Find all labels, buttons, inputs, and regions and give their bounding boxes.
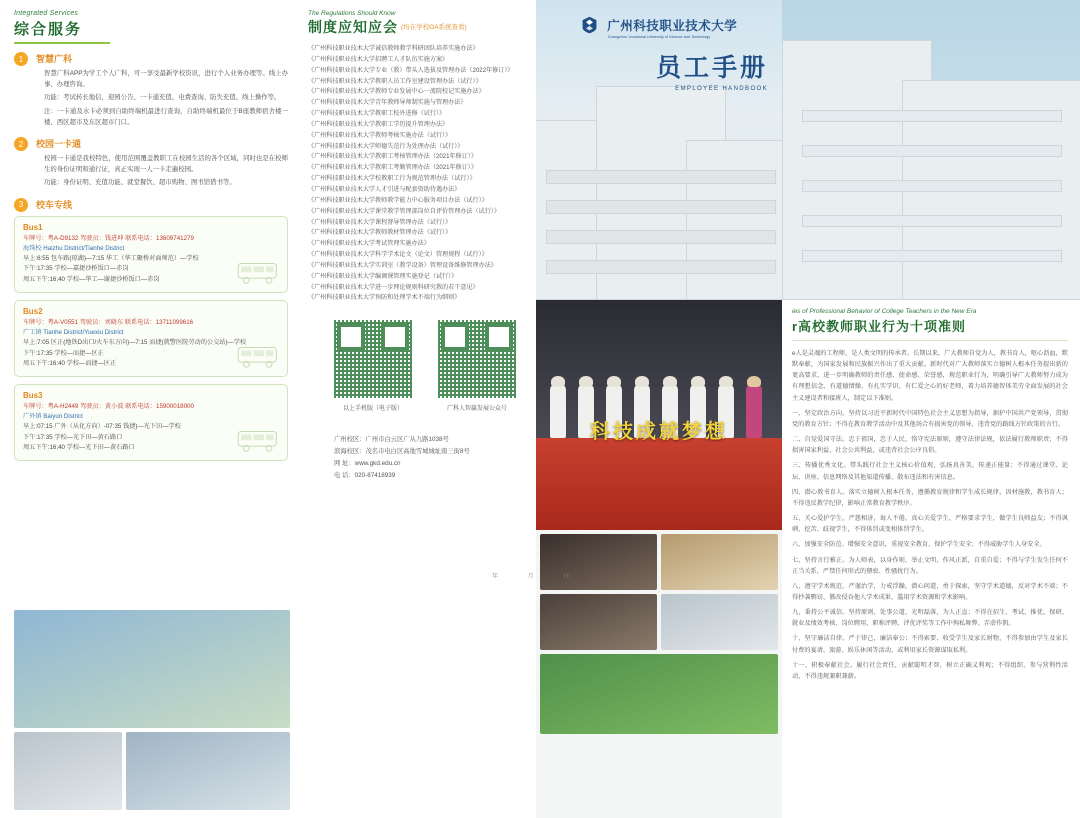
list-item: 《广州科技职业技术大学青年教师导师制实施与管理办法》 [308,99,467,107]
cover-title-en: EMPLOYEE HANDBOOK [675,86,768,92]
qr-caption: 广科人智赢发展公众号 [446,406,507,413]
campus-photo-lake [14,610,290,728]
cover-title-cn: 员工手册 [655,54,768,82]
code-paragraph: 七、坚持言行雅正。为人师表，以身作则，举止文明，作风正派，自重自爱；不得与学生发生任何不正当关系，严禁任何形式的猥亵、性骚扰行为。 [792,556,1068,575]
qr-caption: 以上手机版（电子版） [342,406,403,413]
university-name-cn: 广州科技职业技术大学 [607,19,738,33]
bus-icon [236,344,280,370]
code-paragraph: e人是灵魂的工程师，是人类文明的传承者。长期以来，广大教师自觉为人，教书育人，呕心沥血，默默奉献，为国家发展和民族振兴作出了重大贡献。新时代对广大教师落实立德树人根本任务提出新的更高要求，进一步明确教师的责任感、使命感、荣誉感，规范职业行为，明确引导广大教师努力成为有理想信念、有道德情操、有扎实学识、有仁爱之心的好老师，着力培养德智体美劳全面发展的社会主义建设者和接班人，制定以下准则。 [792,350,1068,402]
service-number: 3 [14,198,28,212]
list-item: 《广州科技职业技术大学预防和处理学术不端行为细则》 [308,294,461,302]
bus-schedule-line: 周五下午:16:40 学校—光下田—黄石路口 [23,443,135,451]
section-title-cn: 综合服务 [14,21,83,38]
photo-atrium [661,594,778,650]
university-emblem-icon [581,16,598,34]
bus-schedule-line: 下午:17:35 学校—而捷—区正 [23,349,104,357]
code-title-rule [792,340,1068,341]
date-placeholder: 年 月 日 [492,574,584,580]
list-item: 《广州科技职业技术大学招聘工人才队伍实施方案》 [308,55,449,63]
service-paragraph: 注：一卡通及水卡必须到自助终端机最进行查询，自助终端机最位于B座教师宿舍楼一楼、西区超市及东区超市门口。 [44,107,288,126]
list-item: 《广州科技职业技术大学进一步理论规则科研究教的若干意见》 [308,283,479,291]
list-item: 《广州科技职业技术大学教职人员工作室建设管理办法（试行）》 [308,77,482,85]
bus-title: Bus2 [23,306,43,316]
code-paragraph: 三、传播优秀文化。带头践行社会主义核心价值观，弘扬真善美，传递正能量；不得通过课堂、论坛、讲座、信息网络及其他渠道传播、散布违法和有害信息。 [792,462,1068,481]
bus-driver-info: 车牌号：粤A-D9132 驾驶员：钱进坤 联系电话：13609741279 [23,234,194,242]
university-logo-row [536,16,782,39]
regulations-title-en: The Regulations Should Know [308,10,396,17]
regulations-title-note: (均在学校OA系统查看) [401,24,467,31]
university-name-en: Guangzhou Vocational University of Science and Technology [607,35,711,40]
bus-schedule-line: 周五下午:16:40 学校—华工—谢捷沙桥饭口—赤岗 [23,275,160,283]
bus-title: Bus3 [23,390,43,400]
website-line[interactable]: 网 址：www.gkd.edu.cn [334,460,401,468]
service-number: 1 [14,52,28,66]
bus-icon [236,428,280,454]
service-item [14,198,288,211]
photo-lecture-hall [540,594,657,650]
stage-banner-text: 科技成就梦想 [590,421,728,443]
list-item: 《广州科技职业技术大学教职工校外进修（试行）》 [308,110,446,118]
bus-schedule-line: 周五下午:16:40 学校—而捷—区正 [23,359,117,367]
code-paragraph: 六、加强安全防范。增强安全意识，重视安全教育，保护学生安全；不得威胁学生人身安全。 [792,541,1046,549]
photo-auditorium [540,534,657,590]
service-item [14,52,288,128]
list-item: 《广州科技职业技术大学考试管理实施办法》 [308,240,430,248]
hero-building-photo [782,0,1080,300]
qr-item [438,320,516,412]
code-paragraph: 八、遵守学术规范。严谨治学，力戒浮躁，潜心问道，勇于探索，坚守学术道德，反对学术不端；不得抄袭剽窃、篡改侵吞他人学术成果，滥用学术资源和学术影响。 [792,582,1068,601]
bus-schedule-line: 早上:7:05 区正(地铁D出口/火车东方向)—7:15 而捷(就警医院劳动的公交站)—学校 [23,339,247,347]
photo-stadium [540,654,778,734]
section-title-en: Integrated Services [14,10,79,17]
list-item: 《广州科技职业技术大学师德失范行为处理办法（试行）》 [308,142,464,150]
list-item: 《广州科技职业技术大学校教职工行为规范管理办法（试行）》 [308,175,476,183]
cover-hero-photo [536,0,782,300]
code-title-cn: r高校教师职业行为十项准则 [792,319,967,334]
service-body [36,153,288,189]
list-item: 《广州科技职业技术大学科学学术论文（论文）管理规程（试行）》 [308,251,488,259]
service-number: 2 [14,137,28,151]
list-item: 《广州科技职业技术大学教职工考核管理办法（2021年修订）》 [308,153,477,161]
bus-schedule-line: 下午:17:35 学校—光下田—黄石路口 [23,433,123,441]
bus-card [14,384,288,461]
code-paragraph: 五、关心爱护学生。严慈相济，诲人不倦，真心关爱学生，严格要求学生，做学生良师益友；不得讽刺、挖苦、歧视学生，不得体罚或变相体罚学生。 [792,515,1068,534]
bus-route-area: 广外镇 Baiyun District [23,413,83,421]
address-line: 广州校区：广州市白云区广从九路1038号 [334,436,449,444]
regulations-title-cn: 制度应知应会 [308,19,398,35]
cover-performance-photo [536,300,782,530]
bus-route-area: 海珠校 Haizhu District/Tianhe District [23,244,125,252]
photo-library [661,534,778,590]
list-item: 《广州科技职业技术大学教师教材管理办法（试行）》 [308,229,452,237]
service-paragraph: 功能：身份证明、充值功能、就堂餐饮、超市购物、图书馆借书等。 [44,179,236,187]
qr-code-handbook[interactable] [334,320,412,398]
regulations-list [308,44,526,304]
column-integrated-services [0,0,300,818]
phone-line: 电 话：020-87418939 [334,472,396,480]
code-paragraph: 二、自觉爱国守法。忠于祖国，忠于人民，恪守宪法原则，遵守法律法规，依法履行教师职责；不得损害国家利益、社会公共利益，或违背社会公序良俗。 [792,436,1068,455]
campus-photo-row [14,732,290,810]
code-title-en: ies of Professional Behavior of College Teachers in the New Era [792,308,977,315]
service-paragraph: 智慧广科APP为学工个人广科，可一享受最新学校资讯，进行个人业务办理等。线上办事、办理咨询。 [44,70,288,89]
list-item: 《广州科技职业技术大学编调课管理实施登记（试行）》 [308,272,458,280]
bus-card [14,300,288,377]
code-paragraph: 十、坚守廉洁自律。严于律己，廉洁奉公；不得索要、收受学生及家长财物，不得参加由学生及家长付费的宴请、旅游、娱乐休闲等活动，或利用家长资源谋取私利。 [792,635,1068,654]
list-item: 《广州科技职业技术大学人才引进与配套资助待遇办法》 [308,185,461,193]
address-line: 滨海校区：茂名市电白区高地雪城城址南三街8号 [334,448,470,456]
code-paragraph: 一、坚定政治方向。坚持以习近平新时代中国特色社会主义思想为指导，据护中国共产党领导，贯彻党的教育方针；不得在教育教学活动中及其他场合有损害党的领导、违背党的路线方针政策的言行。 [792,409,1068,428]
list-item: 《广州科技职业技术大学实训室（教学设备）管理设备维修管理办法》 [308,261,497,269]
list-item: 《广州科技职业技术大学教师教学能力中心服务项目办法（试行）》 [308,196,488,204]
list-item: 《广州科技职业技术大学教师专业发展中心一流院校记实施办法》 [308,88,485,96]
bus-driver-info: 车牌号：粤A-V0551 驾驶员：刘晓东 联系电话：13711099616 [23,318,194,326]
service-paragraph: 功能：考试转长地信，迎园公告、一卡通充值、电费查询、防失充值、线上操作等。 [44,94,281,102]
campus-photo-buildings [126,732,290,810]
service-title: 智慧广科 [36,54,73,64]
list-item: 《广州科技职业技术大学教师考核实施办法（试行）》 [308,131,452,139]
campus-photo-group [14,610,290,810]
qr-code-row [308,320,526,412]
qr-item [334,320,412,412]
cover-title-block [656,48,768,92]
bus-icon [236,260,280,286]
service-paragraph: 校园一卡通是我校特色，使用范围覆盖教职工在校园生活的各个区域，同时也是在校师生的身份证明和通行证，真正实现一人一卡走遍校园。 [44,155,288,174]
code-paragraph: 九、秉持公平诚信。坚持原则，处事公道，光明磊落，为人正直；不得在招生、考试、推优、保研、就业及绩效考核、岗位聘用、职称评聘、评优评奖等工作中徇私舞弊、弄虚作假。 [792,609,1068,628]
list-item: 《广州科技职业技术大学教职工学历提升管理办法》 [308,120,449,128]
bus-title: Bus1 [23,222,43,232]
bus-driver-info: 车牌号：粤A-H2449 驾驶员：黄小波 联系电话：15900018000 [23,402,194,410]
service-body [36,68,288,128]
teacher-code-body [782,300,1080,694]
list-item: 《广州科技职业技术大学课堂教学管理部岗位自评价管理办法（试行）》 [308,207,500,215]
code-paragraph: 四、潜心教书育人。落实立德树人根本任务，遵循教育规律和学生成长规律，因材施教，教书育人；不得违反教学纪律，影响正常教育教学秩序。 [792,488,1068,507]
bus-schedule-line: 下午:17:35 学校—嘉捷沙桥饭口—赤岗 [23,265,129,273]
contact-address [308,434,526,482]
column-cover [492,0,782,818]
bus-schedule-line: 早上:6:55 包车路(琼湖)—7:15 华工（华工聚桥对面师范）—学校 [23,255,199,263]
code-paragraph: 十一、积极奉献社会。履行社会责任，贡献聪明才智，树立正确义利观；不得组织、参与营利性活动，不得违规兼职兼薪。 [792,661,1068,680]
bus-card [14,216,288,293]
column-teacher-code [782,0,1080,818]
cover-photo-grid [536,530,782,740]
service-item [14,137,288,189]
list-item: 《广州科技职业技术大学教职工考勤管理办法（2021年修订）》 [308,164,477,172]
column-regulations [300,0,536,818]
list-item: 《广州科技职业技术大学课程督导管理办法（试行）》 [308,218,452,226]
campus-photo-dorm [14,732,122,810]
qr-code-wechat[interactable] [438,320,516,398]
title-underline [14,42,110,44]
service-title: 校园一卡通 [36,139,82,150]
list-item: 《广州科技职业技术大学诚信教师教学科研团队培养实施办法》 [308,45,479,52]
list-item: 《广州科技职业技术大学专业（教）带头人选拔及管理办法（2022年修订）》 [308,66,514,74]
bus-route-area: 广工镇 Tianhe District/Yuexiu District [23,329,124,337]
bus-schedule-line: 早上:07:15 广外（从化方向）-07:35 钱捷)—光下田—学校 [23,423,181,431]
service-title: 校车专线 [36,199,73,210]
